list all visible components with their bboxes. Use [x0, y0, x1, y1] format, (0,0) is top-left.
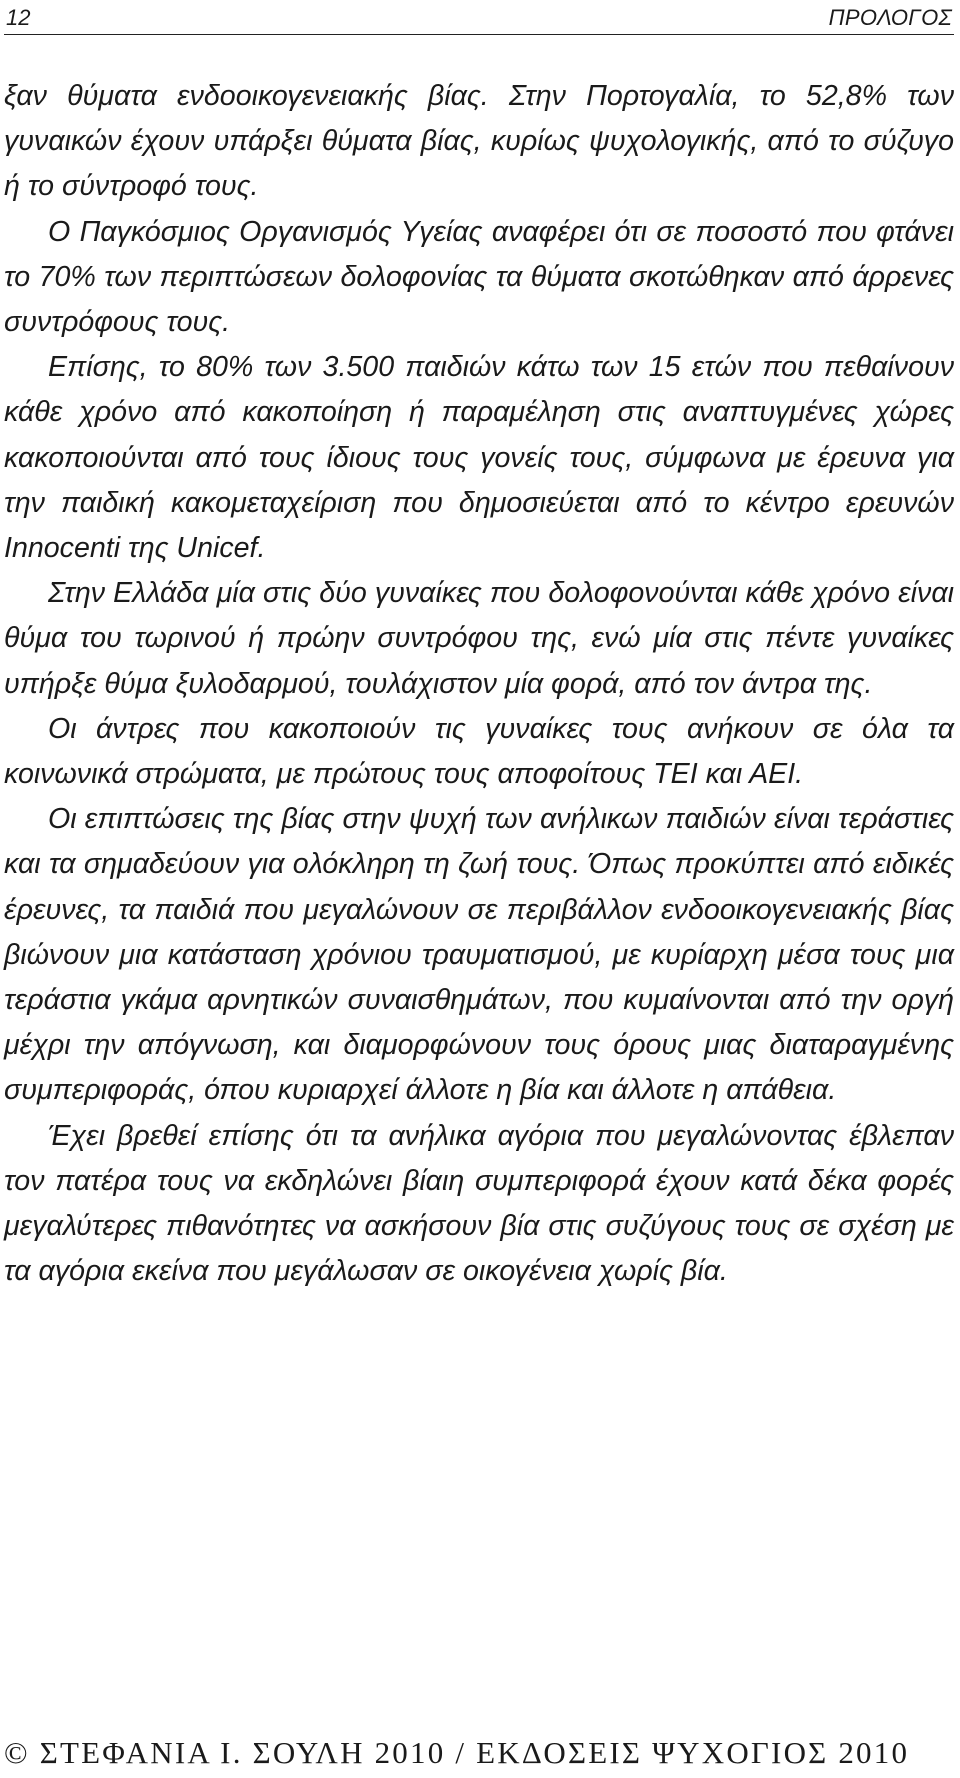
copyright-icon: © [4, 1735, 30, 1770]
paragraph-6: Οι επιπτώσεις της βίας στην ψυχή των ανήλικων παιδιών είναι τεράστιες και τα σημαδεύουν για ολόκληρη τη ζωή τους. Όπως προκύπτει από ειδικές έρευνες, τα παιδιά που μεγαλώνουν σε περιβάλλον ενδοοικογενειακής βίας βιώνουν μια κατάσταση χρόνιου τραυματισμού, με κυρίαρχη μέσα τους μια τεράστια γκάμα αρνητικών συναισθημάτων, που κυμαίνονται από την οργή μέχρι την απόγνωση, και διαμορφώνουν τους όρους μιας διαταραγμένης συμπεριφοράς, όπου κυριαρχεί άλλοτε η βία και άλλοτε η απάθεια. [4, 803, 954, 1107]
paragraph-5: Οι άντρες που κακοποιούν τις γυναίκες τους ανήκουν σε όλα τα κοινωνικά στρώματα, με πρώτους τους αποφοίτους ΤΕΙ και ΑΕΙ. [4, 712, 954, 791]
body-text [4, 74, 954, 1294]
paragraph-3: Επίσης, το 80% των 3.500 παιδιών κάτω των 15 ετών που πεθαίνουν κάθε χρόνο από κακοποίηση ή παραμέληση στις αναπτυγμένες χώρες κακοποιούνται από τους ίδιους τους γονείς τους, σύμφωνα με έρευνα για την παιδική κακομεταχείριση που δημοσιεύεται από το κέντρο ερευνών Innocenti της Unicef. [4, 351, 954, 565]
running-head: ΠΡΟΛΟΓΟΣ [828, 5, 952, 30]
paragraph-4: Στην Ελλάδα μία στις δύο γυναίκες που δολοφονούνται κάθε χρόνο είναι θύμα του τωρινού ή πρώην συντρόφου της, ενώ μία στις πέντε γυναίκες υπήρξε θύμα ξυλοδαρμού, τουλάχιστον μία φορά, από τον άντρα της. [4, 577, 954, 700]
paragraph-1: ξαν θύματα ενδοοικογενειακής βίας. Στην Πορτογαλία, το 52,8% των γυναικών έχουν υπάρξει θύματα βίας, κυρίως ψυχολογικής, από το σύζυγο ή το σύντροφό τους. [4, 80, 954, 203]
page-header [4, 2, 954, 35]
copyright-footer [4, 1735, 954, 1771]
copyright-text: ΣΤΕΦΑΝΙΑ Ι. ΣΟΥΛΗ 2010 / ΕΚΔΟΣΕΙΣ ΨΥΧΟΓΙΟΣ 2010 [39, 1735, 910, 1770]
page-number: 12 [6, 5, 31, 30]
paragraph-2: Ο Παγκόσμιος Οργανισμός Υγείας αναφέρει ότι σε ποσοστό που φτάνει το 70% των περιπτώσεων δολοφονίας τα θύματα σκοτώθηκαν από άρρενες συντρόφους τους. [4, 215, 954, 339]
paragraph-7: Έχει βρεθεί επίσης ότι τα ανήλικα αγόρια που μεγαλώνοντας έβλεπαν τον πατέρα τους να εκδηλώνει βίαιη συμπεριφορά έχουν κατά δέκα φορές μεγαλύτερες πιθανότητες να ασκήσουν βία στις συζύγους τους σε σχέση με τα αγόρια εκείνα που μεγάλωσαν σε οικογένεια χωρίς βία. [4, 1119, 954, 1288]
